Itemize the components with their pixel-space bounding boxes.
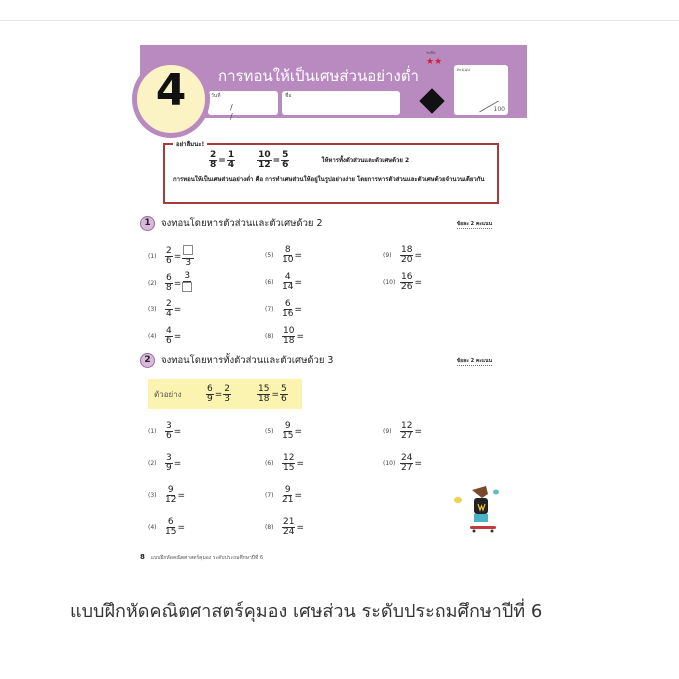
problem-item — [383, 272, 423, 292]
name-field — [282, 91, 400, 115]
face-diamond-icon — [419, 88, 444, 113]
problem-label: (2) — [148, 460, 157, 467]
section-2-title: จงทอนโดยหารทั้งตัวส่วนและตัวเศษด้วย 3 — [161, 355, 334, 366]
fraction — [282, 454, 295, 473]
numerator: 9 — [284, 485, 291, 495]
numerator: 4 — [284, 272, 291, 282]
section-1-title: จงทอนโดยหารตัวส่วนและตัวเศษด้วย 2 — [161, 218, 323, 229]
denominator: 12 — [165, 495, 177, 505]
numerator: 10 — [283, 326, 295, 336]
problem-item — [148, 326, 182, 346]
denominator: 6 — [166, 336, 172, 346]
problem-label: (3) — [148, 306, 157, 313]
problem-label: (4) — [148, 333, 157, 340]
fraction — [282, 422, 293, 441]
fraction — [206, 385, 214, 404]
fraction — [182, 245, 194, 268]
lesson-number: 4 — [132, 60, 210, 138]
denominator: 18 — [258, 394, 270, 404]
fraction — [257, 151, 272, 170]
equals-sign: = — [173, 251, 182, 262]
denominator: 15 — [282, 431, 294, 441]
problem-label: (6) — [265, 279, 274, 286]
score-box — [454, 65, 508, 115]
numerator: 2 — [224, 384, 231, 394]
numerator: 6 — [167, 517, 174, 527]
equals-sign: = — [173, 458, 182, 469]
equals-sign: = — [173, 278, 182, 289]
problem-label: (10) — [383, 460, 396, 467]
equals-sign: = — [296, 331, 304, 342]
denominator: 24 — [283, 527, 295, 537]
numerator: 8 — [284, 245, 291, 255]
denominator: 10 — [282, 255, 294, 265]
numerator: 2 — [166, 246, 172, 256]
denominator: 4 — [166, 309, 172, 319]
reminder-title: อย่าลืมนะ! — [173, 139, 207, 149]
equals-sign: = — [296, 458, 304, 469]
problem-item — [148, 517, 186, 537]
product-caption: แบบฝึกหัดคณิตศาสตร์คุมอง เศษส่วน ระดับประถมศึกษาปีที่ 6 — [70, 601, 543, 622]
denominator: 8 — [210, 160, 217, 170]
problem-item — [265, 245, 303, 265]
fraction — [165, 274, 173, 293]
numerator: 9 — [284, 421, 291, 431]
reminder-examples — [209, 151, 493, 170]
equals-sign: = — [173, 426, 182, 437]
problem-item — [265, 485, 303, 505]
numerator: 2 — [210, 150, 217, 160]
equals-sign: = — [414, 426, 422, 437]
problem-item — [265, 299, 303, 319]
denominator: 27 — [401, 463, 413, 473]
numerator: 5 — [281, 384, 287, 394]
reminder-hint: ให้หารทั้งตัวส่วนและตัวเศษด้วย 2 — [321, 157, 410, 164]
problem-item — [265, 453, 305, 473]
problem-label: (9) — [383, 252, 392, 259]
denominator: 14 — [282, 282, 294, 292]
denominator: 8 — [166, 283, 172, 293]
fraction — [257, 385, 270, 404]
denominator: 27 — [401, 431, 413, 441]
equals-sign: = — [177, 490, 185, 501]
equals-sign: = — [173, 304, 182, 315]
equals-sign: = — [177, 522, 185, 533]
problem-label: (9) — [383, 428, 392, 435]
equals-sign: = — [294, 250, 302, 261]
star-rating-icon: ★★ — [426, 57, 443, 67]
denominator: 6 — [166, 256, 172, 266]
denominator: 26 — [401, 282, 413, 292]
fraction — [282, 327, 295, 346]
fraction — [280, 385, 288, 404]
equals-sign: = — [414, 250, 422, 261]
section-1-points: ข้อละ 2 คะแนน — [456, 221, 492, 227]
example-fraction — [206, 384, 231, 403]
numerator: 18 — [401, 245, 413, 255]
denominator: 3 — [185, 258, 192, 268]
problem-label: (4) — [148, 524, 157, 531]
problem-label: (2) — [148, 280, 157, 287]
denominator: 16 — [282, 309, 294, 319]
equals-sign: = — [173, 331, 182, 342]
wolf-skateboard-illustration — [452, 480, 502, 540]
date-label: วันที่ — [211, 93, 221, 99]
problem-label: (1) — [148, 253, 157, 260]
answer-box[interactable] — [182, 282, 192, 292]
problem-label: (8) — [265, 333, 274, 340]
fraction — [165, 327, 173, 346]
denominator: 21 — [282, 495, 294, 505]
denominator: 12 — [258, 160, 271, 170]
fraction — [400, 422, 413, 441]
fraction — [282, 486, 293, 505]
equals-sign: = — [294, 277, 302, 288]
equals-sign: = — [414, 458, 422, 469]
reminder-box — [163, 143, 499, 204]
fraction — [400, 454, 413, 473]
problem-label: (5) — [265, 252, 274, 259]
problem-item — [265, 272, 303, 292]
name-label: ชื่อ — [285, 93, 292, 99]
denominator: 3 — [224, 394, 231, 404]
worksheet-page — [130, 40, 530, 570]
equals-sign: = — [294, 426, 302, 437]
divider — [0, 20, 679, 21]
denominator: 20 — [401, 255, 413, 265]
fraction — [282, 300, 293, 319]
page-footer — [140, 553, 263, 562]
fraction — [209, 151, 217, 170]
fraction — [282, 518, 295, 537]
level-label: ระดับ — [426, 50, 436, 55]
numerator: 6 — [284, 299, 291, 309]
problem-item — [383, 245, 423, 265]
problem-item — [148, 272, 192, 295]
problem-label: (7) — [265, 492, 274, 499]
denominator: 9 — [166, 463, 172, 473]
section-2-heading — [140, 353, 333, 368]
denominator: 15 — [165, 527, 177, 537]
numerator: 5 — [282, 150, 289, 160]
problem-label: (3) — [148, 492, 157, 499]
denominator: 6 — [166, 431, 172, 441]
problem-item — [148, 421, 182, 441]
example-fraction — [257, 384, 288, 403]
numerator: 24 — [401, 453, 413, 463]
problem-label: (1) — [148, 428, 157, 435]
equals-sign: = — [296, 522, 304, 533]
problem-item — [265, 326, 305, 346]
problem-item — [148, 485, 186, 505]
numerator: 3 — [184, 271, 191, 281]
numerator: 4 — [166, 326, 172, 336]
problem-item — [383, 453, 423, 473]
fraction — [165, 454, 173, 473]
fraction — [165, 247, 173, 266]
fraction — [227, 151, 235, 170]
worksheet-title: การทอนให้เป็นเศษส่วนอย่างต่ำ — [218, 67, 419, 85]
equals-sign: = — [214, 389, 223, 400]
section-1-heading — [140, 216, 323, 231]
section-1-number: 1 — [140, 216, 155, 231]
fraction — [400, 273, 413, 292]
problem-label: (7) — [265, 306, 274, 313]
numerator: 1 — [227, 150, 235, 160]
numerator: 15 — [258, 384, 270, 394]
date-field — [208, 91, 278, 121]
equals-sign: = — [294, 304, 302, 315]
fraction — [400, 246, 413, 265]
equals-sign: = — [414, 277, 422, 288]
denominator: 4 — [227, 160, 235, 170]
page-number: 8 — [140, 553, 145, 561]
section-2-number: 2 — [140, 353, 155, 368]
problem-label: (8) — [265, 524, 274, 531]
numerator: 21 — [283, 517, 295, 527]
numerator: 6 — [207, 384, 213, 394]
fraction — [281, 151, 289, 170]
example-box — [148, 379, 302, 409]
numerator: 3 — [166, 421, 172, 431]
fraction — [223, 385, 231, 404]
equals-sign: = — [218, 155, 226, 166]
equals-sign: = — [271, 389, 280, 400]
reminder-explanation: การทอนให้เป็นเศษส่วนอย่างต่ำ คือ การทำเศษส่วนให้อยู่ในรูปอย่างง่าย โดยการหารตัวส่วนและตัวเศษด้วยจำนวนเดียวกัน — [173, 176, 485, 183]
numerator — [182, 245, 194, 259]
numerator: 2 — [166, 299, 172, 309]
fraction — [282, 246, 293, 265]
denominator: 6 — [281, 394, 287, 404]
numerator: 12 — [283, 453, 295, 463]
date-slashes: / / — [230, 103, 247, 121]
numerator: 6 — [166, 273, 172, 283]
problem-item — [148, 245, 194, 268]
score-label: คะแนน — [457, 67, 470, 72]
fraction — [165, 486, 176, 505]
problem-item — [383, 421, 423, 441]
fraction — [165, 518, 176, 537]
denominator: 6 — [282, 160, 289, 170]
reminder-example — [209, 150, 235, 170]
denominator: 15 — [283, 463, 295, 473]
problem-label: (10) — [383, 279, 396, 286]
numerator: 3 — [166, 453, 172, 463]
fraction — [182, 272, 192, 295]
numerator: 12 — [401, 421, 413, 431]
answer-box[interactable] — [183, 245, 193, 255]
equals-sign: = — [294, 490, 302, 501]
problem-label: (5) — [265, 428, 274, 435]
footer-text: แบบฝึกหัดคณิตศาสตร์คุมอง ระดับประถมศึกษาปีที่ 6 — [150, 555, 264, 561]
numerator: 9 — [167, 485, 174, 495]
problem-item — [265, 517, 305, 537]
denominator: 18 — [283, 336, 295, 346]
score-max: 100 — [493, 106, 505, 113]
problem-item — [148, 453, 182, 473]
reminder-example — [257, 150, 289, 170]
fraction — [165, 300, 173, 319]
denominator: 9 — [207, 394, 213, 404]
problem-item — [148, 299, 182, 319]
equals-sign: = — [272, 155, 281, 166]
fraction — [165, 422, 173, 441]
numerator: 10 — [258, 150, 271, 160]
problem-label: (6) — [265, 460, 274, 467]
fraction — [282, 273, 293, 292]
section-2-points: ข้อละ 2 คะแนน — [456, 358, 492, 364]
example-label: ตัวอย่าง — [154, 390, 182, 399]
problem-item — [265, 421, 303, 441]
denominator — [182, 282, 192, 295]
numerator: 16 — [401, 272, 413, 282]
